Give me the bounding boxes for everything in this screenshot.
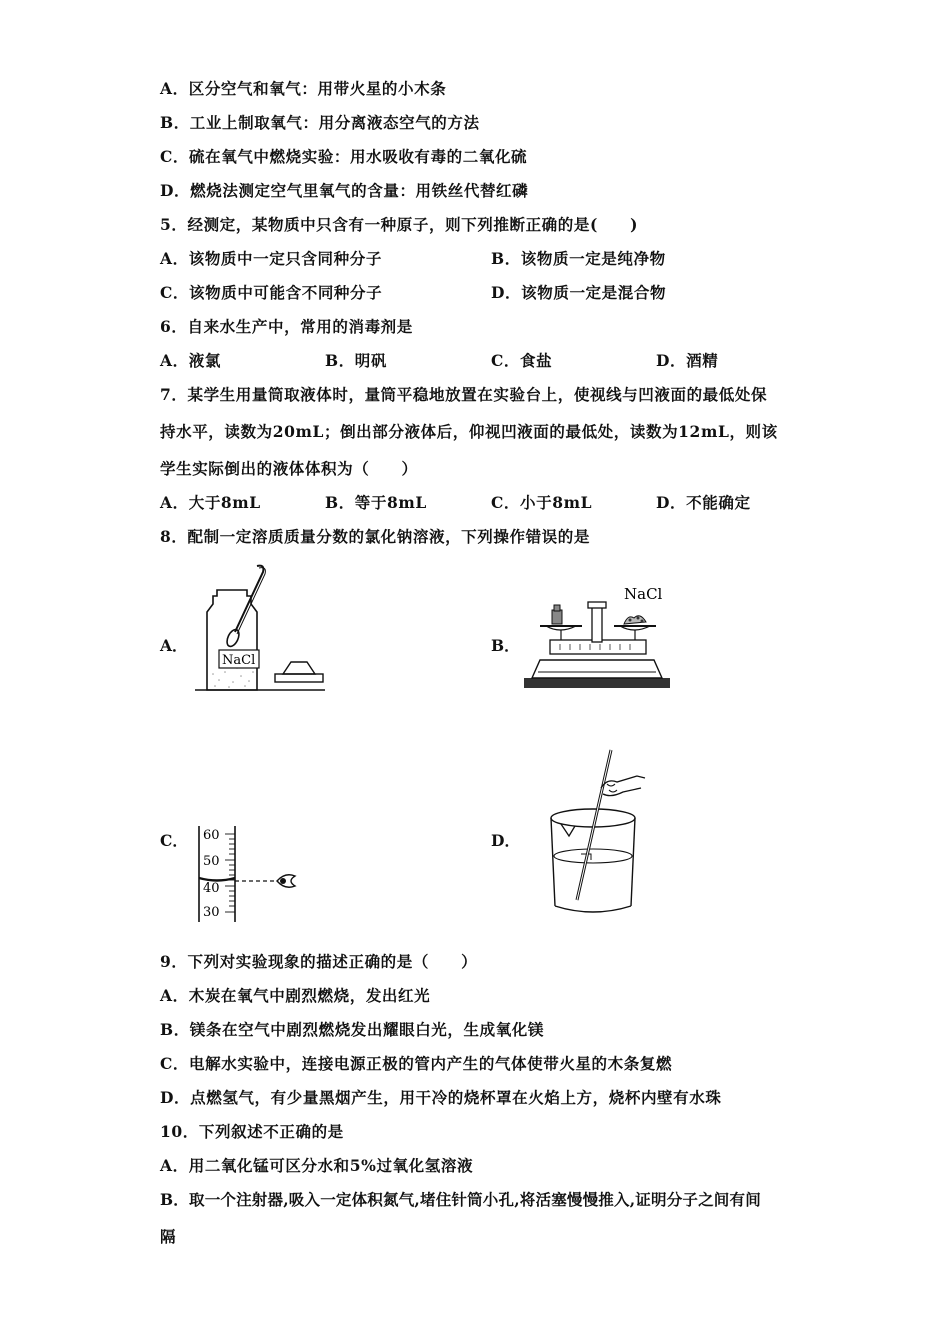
- q10-stem: 10．下列叙述不正确的是: [160, 1122, 344, 1141]
- q9-option-c: C．电解水实验中，连接电源正极的管内产生的气体使带火星的木条复燃: [160, 1054, 673, 1073]
- q5-option-b: B．该物质一定是纯净物: [491, 249, 666, 268]
- q5-stem: 5．经测定，某物质中只含有一种原子，则下列推断正确的是( ): [160, 215, 639, 234]
- q6-option-d: D．酒精: [656, 351, 719, 370]
- q4-option-a: A．区分空气和氧气：用带火星的小木条: [160, 79, 447, 98]
- q5-option-a: A．该物质中一定只含同种分子: [160, 249, 382, 268]
- q8-label-c: C．: [160, 831, 188, 850]
- q4-option-d: D．燃烧法测定空气里氧气的含量：用铁丝代替红磷: [160, 181, 529, 200]
- hand-icon: [601, 776, 645, 796]
- q4-option-b: B．工业上制取氧气：用分离液态空气的方法: [160, 113, 480, 132]
- q6-option-a: A．液氯: [160, 351, 221, 370]
- tick-30: 30: [203, 905, 220, 920]
- q7-option-a: A．大于8mL: [160, 493, 261, 512]
- q7-stem-line1: 7．某学生用量筒取液体时，量筒平稳地放置在实验台上，使视线与凹液面的最低处保: [160, 385, 768, 404]
- q8-label-a: A．: [160, 636, 188, 655]
- eye-icon: [277, 875, 295, 887]
- q7-option-b: B．等于8mL: [325, 493, 427, 512]
- q9-option-a: A．木炭在氧气中剧烈燃烧，发出红光: [160, 986, 431, 1005]
- figure-d-beaker-stirring: [545, 748, 655, 916]
- tick-40: 40: [203, 881, 220, 896]
- q7-option-d: D．不能确定: [656, 493, 751, 512]
- q6-option-b: B．明矾: [325, 351, 388, 370]
- q4-option-c: C．硫在氧气中燃烧实验：用水吸收有毒的二氧化硫: [160, 147, 528, 166]
- q10-option-b-line1: B．取一个注射器,吸入一定体积氮气,堵住针筒小孔,将活塞慢慢推入,证明分子之间有间: [160, 1190, 761, 1209]
- q6-stem: 6．自来水生产中，常用的消毒剂是: [160, 317, 413, 336]
- q8-stem: 8．配制一定溶质质量分数的氯化钠溶液，下列操作错误的是: [160, 527, 590, 546]
- q6-option-c: C．食盐: [491, 351, 553, 370]
- q9-option-b: B．镁条在空气中剧烈燃烧发出耀眼白光，生成氧化镁: [160, 1020, 545, 1039]
- figure-b-balance-scale: [520, 582, 675, 694]
- figure-c-graduated-cylinder: [195, 826, 305, 926]
- q10-option-a: A．用二氧化锰可区分水和5%过氧化氢溶液: [160, 1156, 474, 1175]
- q10-option-b-line2: 隔: [160, 1227, 177, 1246]
- bottle-label-text: NaCl: [222, 653, 256, 668]
- q7-stem-line3: 学生实际倒出的液体体积为（ ）: [160, 459, 418, 478]
- q7-stem-line2: 持水平，读数为20mL；倒出部分液体后，仰视凹液面的最低处，读数为12mL，则该: [160, 422, 778, 441]
- q8-label-d: D．: [491, 831, 520, 850]
- tick-60: 60: [203, 828, 220, 843]
- q8-label-b: B．: [491, 636, 520, 655]
- q7-option-c: C．小于8mL: [491, 493, 593, 512]
- balance-nacl-text: NaCl: [624, 585, 663, 603]
- tick-50: 50: [203, 854, 220, 869]
- q5-option-d: D．该物质一定是混合物: [491, 283, 667, 302]
- q9-option-d: D．点燃氢气，有少量黑烟产生，用干冷的烧杯罩在火焰上方，烧杯内壁有水珠: [160, 1088, 722, 1107]
- q9-stem: 9．下列对实验现象的描述正确的是（ ）: [160, 952, 478, 971]
- figure-a-reagent-bottle: [195, 562, 330, 694]
- q5-option-c: C．该物质中可能含不同种分子: [160, 283, 383, 302]
